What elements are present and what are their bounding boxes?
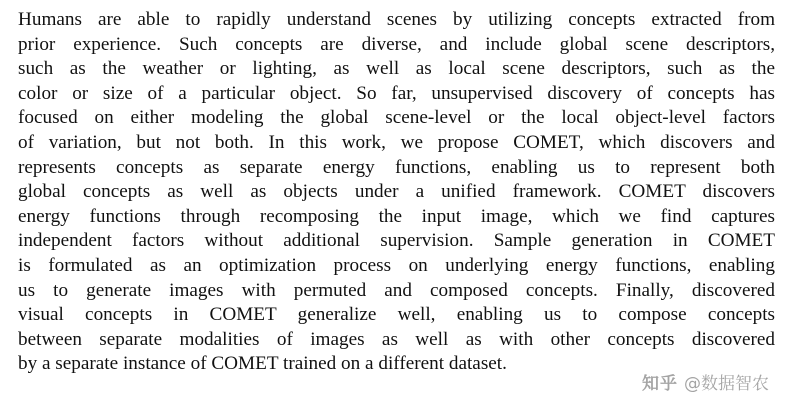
abstract-line: independent factors without additional supervision. Sample generation in COMET xyxy=(18,230,775,252)
abstract-line: represents concepts as separate energy functions, enabling us to represent both xyxy=(18,156,775,178)
watermark-handle: @数据智农 xyxy=(684,374,769,394)
abstract-line: by a separate instance of COMET trained on a different dataset. xyxy=(18,353,507,375)
abstract-line: between separate modalities of images as well as with other concepts discovered xyxy=(18,328,775,350)
abstract-line: such as the weather or lighting, as well as local scene descriptors, such as the xyxy=(18,58,775,80)
abstract-line: Humans are able to rapidly understand scenes by utilizing concepts extracted from xyxy=(18,9,775,30)
abstract-line: prior experience. Such concepts are diverse, and include global scene descriptors, xyxy=(18,33,775,55)
abstract-line: focused on either modeling the global scene-level or the local object-level factors xyxy=(18,107,775,129)
abstract-line: color or size of a particular object. So far, unsupervised discovery of concepts has xyxy=(18,82,775,104)
abstract-line: global concepts as well as objects under a unified framework. COMET discovers xyxy=(18,181,775,203)
zhihu-logo: 知乎 xyxy=(642,374,678,394)
abstract-paragraph xyxy=(18,8,775,377)
abstract-line: energy functions through recomposing the input image, which we find captures xyxy=(18,205,775,227)
abstract-line: us to generate images with permuted and composed concepts. Finally, discovered xyxy=(18,279,775,301)
zhihu-watermark xyxy=(642,369,769,394)
abstract-line: of variation, but not both. In this work, we propose COMET, which discovers and xyxy=(18,131,775,153)
abstract-line: is formulated as an optimization process on underlying energy functions, enabling xyxy=(18,254,775,276)
abstract-line: visual concepts in COMET generalize well, enabling us to compose concepts xyxy=(18,304,775,326)
